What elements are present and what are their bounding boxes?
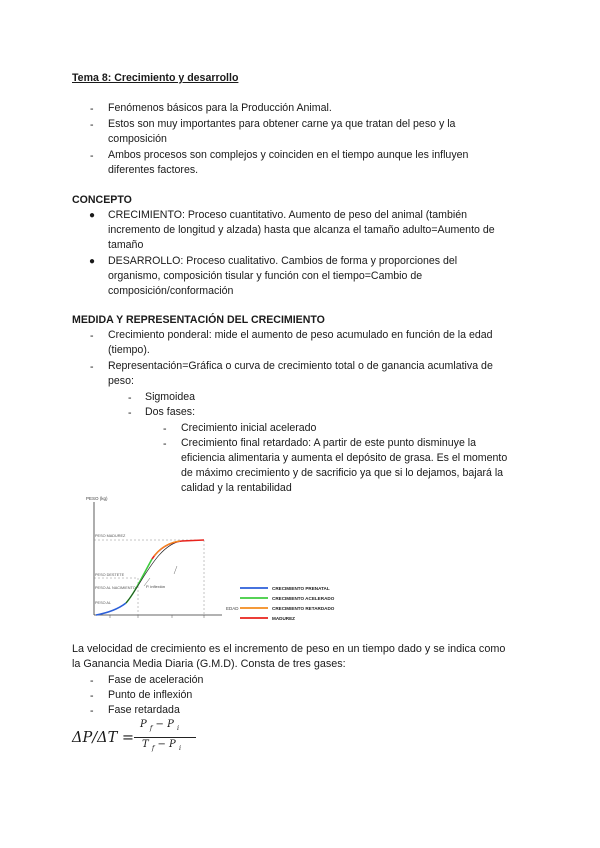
list-bullet: -	[90, 361, 94, 373]
list-item-cont: de máximo crecimiento y de sacrificio ya que si lo dejamos, bajará la	[181, 467, 504, 479]
list-bullet: ●	[89, 210, 96, 221]
formula-denominator	[142, 739, 181, 752]
fraction-bar	[134, 737, 196, 738]
axis-annotation: PESO DESTETE	[95, 573, 125, 577]
list-item: DESARROLLO: Proceso cualitativo. Cambios de forma y proporciones del	[108, 255, 458, 267]
formula-var: P	[169, 739, 176, 750]
list-bullet: -	[90, 330, 94, 342]
axis-annotation: PESO MADUREZ	[95, 534, 126, 538]
list-item: Dos fases:	[145, 406, 196, 418]
annotation-pointer	[174, 566, 177, 574]
formula-subscript: i	[178, 744, 182, 752]
formula-subscript: f	[151, 744, 155, 752]
paragraph-line: La velocidad de crecimiento es el incremento de peso en un tiempo dado y se indica como	[72, 643, 506, 655]
list-item: Crecimiento inicial acelerado	[181, 422, 317, 434]
section-heading-concepto: CONCEPTO	[72, 194, 132, 206]
growth-curve-figure	[82, 494, 382, 634]
list-item-cont: composición	[108, 133, 167, 145]
list-bullet: -	[128, 392, 132, 404]
list-bullet: -	[90, 690, 94, 702]
list-item-cont: diferentes factores.	[108, 164, 199, 176]
list-item-cont: tamaño	[108, 239, 144, 251]
list-bullet: -	[90, 150, 94, 162]
list-bullet: -	[163, 438, 167, 450]
list-item-cont: calidad y la rentabilidad	[181, 482, 292, 494]
formula-subscript: f	[149, 724, 153, 732]
list-bullet: -	[90, 675, 94, 687]
list-item: Representación=Gráfica o curva de crecimiento total o de ganancia acumlativa de	[108, 360, 493, 372]
paragraph-line: la Ganancia Media Diaria (G.M.D). Consta de tres gases:	[72, 658, 346, 670]
list-item: Punto de inflexión	[108, 689, 193, 701]
inflexion-label: P. inflexión	[146, 584, 166, 589]
legend-label: MADUREZ	[272, 616, 295, 621]
list-item: Sigmoidea	[145, 391, 196, 403]
list-item: Crecimiento ponderal: mide el aumento de peso acumulado en función de la edad	[108, 329, 493, 341]
list-item-cont: (tiempo).	[108, 344, 150, 356]
list-item: Estos son muy importantes para obtener carne ya que tratan del peso y la	[108, 118, 456, 130]
y-axis-label: PESO (kg)	[86, 496, 108, 501]
list-item: Ambos procesos son complejos y coinciden en el tiempo aunque les influyen	[108, 149, 469, 161]
formula-var: P	[140, 719, 147, 730]
formula-var: P	[167, 719, 174, 730]
legend-label: CRECIMIENTO PRENATAL	[272, 586, 330, 591]
list-item: Fenómenos básicos para la Producción Animal.	[108, 102, 332, 114]
legend-label: CRECIMIENTO RETARDADO	[272, 606, 335, 611]
list-item: Fase retardada	[108, 704, 180, 716]
formula-operator: −	[155, 719, 164, 730]
formula-numerator	[140, 719, 179, 732]
page-title: Tema 8: Crecimiento y desarrollo	[72, 72, 239, 84]
list-item-cont: organismo, composición tisular y función con el tiempo=Cambio de	[108, 270, 423, 282]
list-item-cont: incremento de longitud y alzada) hasta que alcanza el tamaño adulto=Aumento de	[108, 224, 495, 236]
list-bullet: -	[90, 103, 94, 115]
list-item: Crecimiento final retardado: A partir de este punto disminuye la	[181, 437, 477, 449]
list-bullet: -	[90, 119, 94, 131]
list-item-cont: peso:	[108, 375, 134, 387]
list-item: Fase de aceleración	[108, 674, 204, 686]
section-heading-medida: MEDIDA Y REPRESENTACIÓN DEL CRECIMIENTO	[72, 314, 325, 326]
list-item-cont: eficiencia alimentaria y aumenta el depósito de grasa. Es el momento	[181, 452, 508, 464]
list-item: CRECIMIENTO: Proceso cuantitativo. Aumento de peso del animal (también	[108, 209, 467, 221]
curve-retardado	[154, 541, 180, 556]
formula-lhs: ΔP/ΔT =	[72, 730, 135, 746]
list-bullet: ●	[89, 256, 96, 267]
legend	[240, 586, 335, 621]
legend-label: CRECIMIENTO ACELERADO	[272, 596, 335, 601]
formula-var: T	[142, 739, 149, 750]
axis-annotation: PESO AL	[95, 601, 112, 605]
formula-operator: −	[157, 739, 166, 750]
list-bullet: -	[163, 423, 167, 435]
list-bullet: -	[90, 705, 94, 717]
x-axis-label: EDAD	[226, 606, 239, 611]
list-item-cont: composición/conformación	[108, 285, 234, 297]
axis-annotation: PESO AL NACIMIENTO	[95, 586, 136, 590]
formula-subscript: i	[177, 724, 180, 732]
list-bullet: -	[128, 407, 132, 419]
curve-total	[126, 541, 182, 603]
curve-acelerado	[126, 559, 152, 603]
